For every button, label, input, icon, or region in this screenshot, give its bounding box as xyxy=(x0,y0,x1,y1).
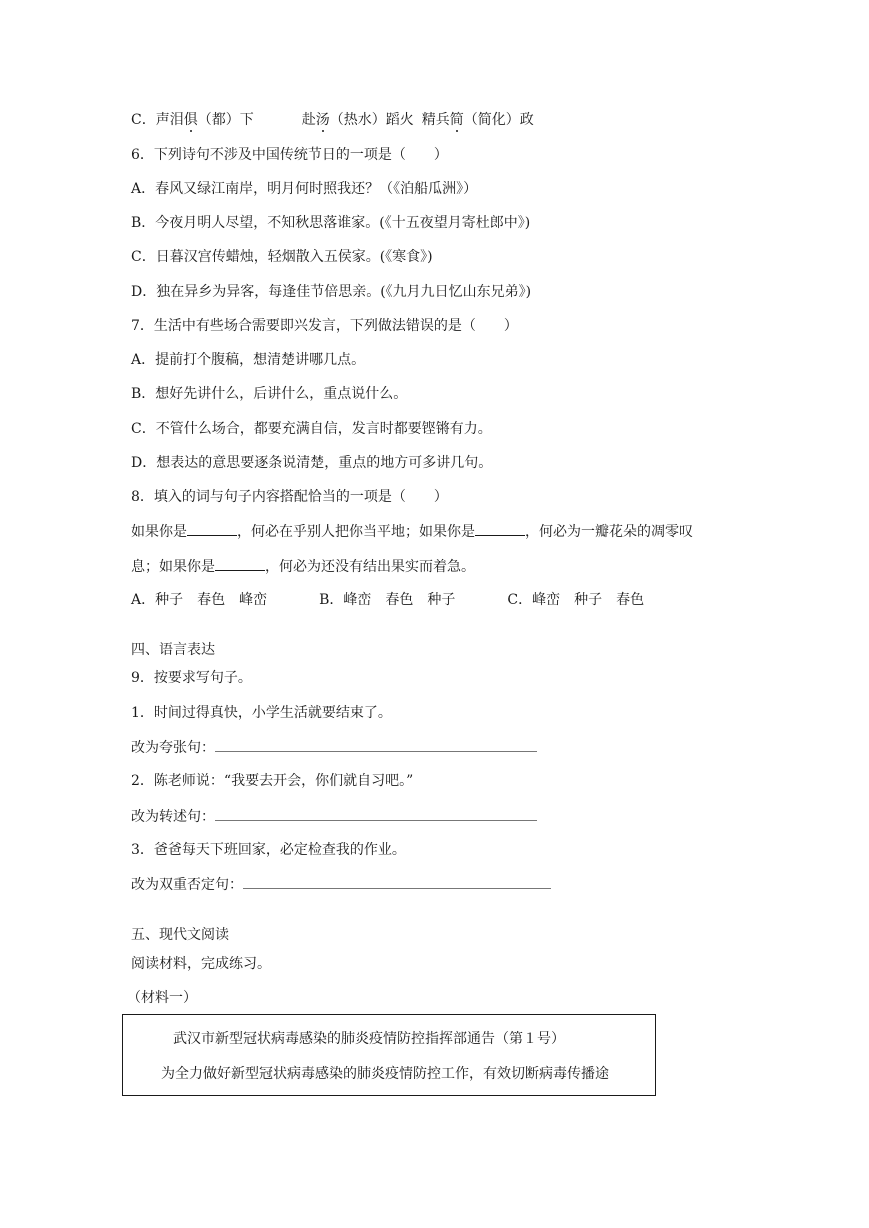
q8-text: 息；如果你是 xyxy=(131,559,215,575)
dotted-char: 简 xyxy=(449,112,464,128)
q8-text: ，何必为还没有结出果实而着急。 xyxy=(265,559,475,575)
q5c-part2a: 赴 xyxy=(301,112,316,128)
q5c-part3b: （简化）政 xyxy=(463,112,534,128)
q5c-part2b: （热水）蹈火 xyxy=(329,112,414,128)
q5c-part3a: 精兵 xyxy=(421,112,450,128)
answer-line[interactable] xyxy=(215,806,537,821)
q8-text: ，何必为一瓣花朵的凋零叹 xyxy=(525,524,693,540)
q9-item2-answer-row xyxy=(131,806,537,827)
q7-option-a: A．提前打个腹稿，想清楚讲哪几点。 xyxy=(131,352,366,368)
q6-option-a: A．春风又绿江南岸，明月何时照我还？（《泊船瓜洲》） xyxy=(131,181,478,197)
q5-option-c xyxy=(131,110,534,130)
q7-stem: 7．生活中有些场合需要即兴发言，下列做法错误的是（ ） xyxy=(131,318,518,334)
q5c-part1: （都）下 xyxy=(197,112,254,128)
q9-item1-answer-row xyxy=(131,737,537,758)
answer-line[interactable] xyxy=(243,874,551,889)
q6-stem: 6．下列诗句不涉及中国传统节日的一项是（ ） xyxy=(131,147,448,163)
answer-prompt: 改为转述句： xyxy=(131,809,215,825)
q7-option-b: B．想好先讲什么，后讲什么，重点说什么。 xyxy=(131,386,408,402)
section4-title: 四、语言表达 xyxy=(131,642,215,658)
q9-item2: 2．陈老师说：“我要去开会，你们就自习吧。” xyxy=(131,773,414,789)
dotted-char: 俱 xyxy=(183,112,198,128)
fill-blank[interactable] xyxy=(187,521,237,536)
q6-option-c: C．日暮汉宫传蜡烛，轻烟散入五侯家。(《寒食》) xyxy=(131,249,433,265)
material-label: （材料一） xyxy=(127,990,197,1006)
section5-title: 五、现代文阅读 xyxy=(131,927,229,943)
q8-sentence-line2 xyxy=(131,556,475,577)
section5-instruction: 阅读材料，完成练习。 xyxy=(131,956,271,972)
q8-options xyxy=(131,590,644,610)
q6-option-d: D．独在异乡为异客，每逢佳节倍思亲。(《九月九日忆山东兄弟》) xyxy=(131,284,532,300)
dotted-char: 汤 xyxy=(315,112,330,128)
q6-option-b: B．今夜月明人尽望，不知秋思落谁家。(《十五夜望月寄杜郎中》) xyxy=(131,215,531,231)
q8-option-a: A．种子 春色 峰峦 xyxy=(131,592,268,608)
q8-text: 如果你是 xyxy=(131,524,187,540)
q5c-prefix: C．声泪 xyxy=(131,112,184,128)
q7-option-c: C．不管什么场合，都要充满自信，发言时都要铿锵有力。 xyxy=(131,421,492,437)
material-box xyxy=(122,1014,656,1096)
q8-stem: 8．填入的词与句子内容搭配恰当的一项是（ ） xyxy=(131,489,448,505)
q7-option-d: D．想表达的意思要逐条说清楚，重点的地方可多讲几句。 xyxy=(131,455,493,471)
q9-item3-answer-row xyxy=(131,874,551,895)
q8-option-c: C．峰峦 种子 春色 xyxy=(507,592,645,608)
answer-prompt: 改为夸张句： xyxy=(131,740,215,756)
fill-blank[interactable] xyxy=(215,556,265,571)
answer-line[interactable] xyxy=(215,737,537,752)
q8-sentence-line1 xyxy=(131,521,693,542)
q8-text: ，何必在乎别人把你当平地；如果你是 xyxy=(237,524,475,540)
q9-item1: 1．时间过得真快，小学生活就要结束了。 xyxy=(131,705,392,721)
notice-body: 为全力做好新型冠状病毒感染的肺炎疫情防控工作，有效切断病毒传播途 xyxy=(161,1066,609,1082)
q8-option-b: B．峰峦 春色 种子 xyxy=(319,592,456,608)
fill-blank[interactable] xyxy=(475,521,525,536)
answer-prompt: 改为双重否定句： xyxy=(131,877,243,893)
q9-stem: 9．按要求写句子。 xyxy=(131,670,252,686)
q9-item3: 3．爸爸每天下班回家，必定检查我的作业。 xyxy=(131,842,406,858)
notice-title: 武汉市新型冠状病毒感染的肺炎疫情防控指挥部通告（第１号） xyxy=(173,1031,565,1047)
